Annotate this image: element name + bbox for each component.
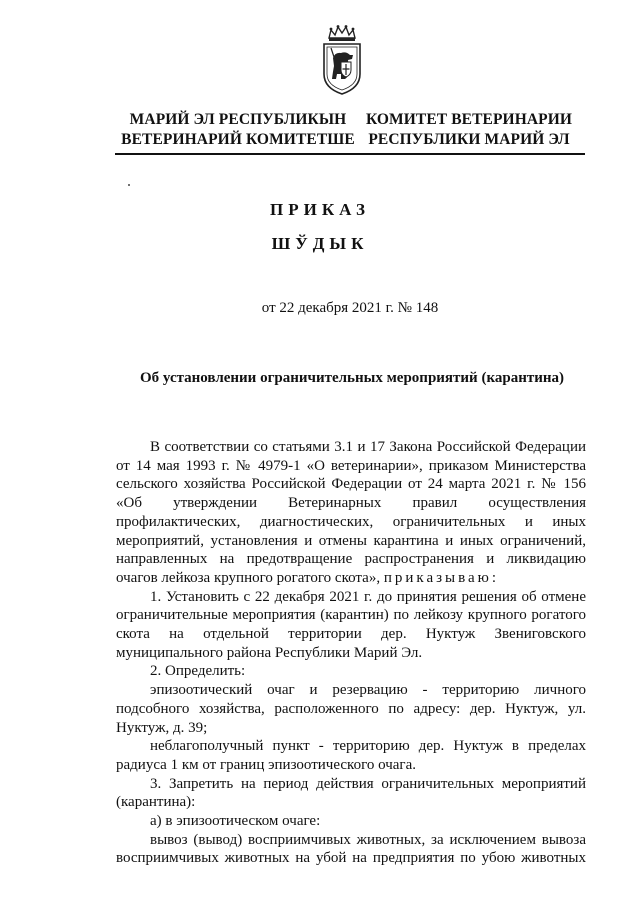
scan-speck (128, 184, 130, 186)
date-and-number: от 22 декабря 2021 г. № 148 (261, 300, 439, 316)
document-subject: Об установлении ограничительных мероприятий (карантина) (139, 370, 564, 386)
paragraph-item-1: 1. Установить с 22 декабря 2021 г. до принятия решения об отмене ограничительные мероприятия (карантин) по лейкозу крупного рогатого скота на отдельной территории дер. Нуктуж Звениговского муниципального района Республики Марий Эл. (116, 588, 586, 661)
doc-type-russian: ПРИКАЗ (270, 200, 370, 219)
issuer-mari-line2: ВЕТЕРИНАРИЙ КОМИТЕТШЕ (121, 131, 355, 148)
issuer-ru-line1: КОМИТЕТ ВЕТЕРИНАРИИ (365, 111, 573, 128)
paragraph-preamble (116, 438, 586, 588)
doc-type-mari: ШЎДЫК (271, 234, 369, 253)
coat-of-arms-emblem (319, 24, 365, 96)
paragraph-subitem-a: а) в эпизоотическом очаге: (150, 813, 321, 830)
header-divider (115, 153, 585, 155)
paragraph-epizootic-focus: эпизоотический очаг и резервацию - территорию личного подсобного хозяйства, расположенного по адресу: дер. Нуктуж, ул. Нуктуж, д. 39; (116, 682, 586, 736)
paragraph-item-2: 2. Определить: (150, 663, 246, 680)
issuer-name-mari (118, 110, 358, 150)
preamble-text: В соответствии со статьями 3.1 и 17 Закона Российской Федерации от 14 мая 1993 г. № 4979-1 «О ветеринарии», приказом Министерства сельского хозяйства Российской Федерации от 24 марта 2021 г. № 156 «Об утверждении Ветеринарных правил осуществления профилактических, диагностических, ограничительных и иных мероприятий, установления и отмены карантина и иных ограничений, направленных на предотвращение распространения и ликвидацию очагов лейкоза крупного рогатого скота», (116, 439, 586, 586)
issuer-name-russian (358, 110, 580, 150)
paragraph-item-3: 3. Запретить на период действия ограничительных мероприятий (карантина): (116, 775, 586, 811)
paragraph-unfavorable-point: неблагополучный пункт - территорию дер. Нуктуж в пределах радиуса 1 км от границ эпизоотического очага. (116, 738, 586, 773)
paragraph-export-ban: вывоз (вывод) восприимчивых животных, за исключением вывоза восприимчивых животных на убой на предприятия по убою животных (116, 831, 586, 867)
issuer-ru-line2: РЕСПУБЛИКИ МАРИЙ ЭЛ (368, 131, 570, 148)
order-word: приказываю: (383, 569, 500, 586)
document-body (116, 438, 586, 868)
issuer-mari-line1: МАРИЙ ЭЛ РЕСПУБЛИКЫН (129, 111, 347, 128)
